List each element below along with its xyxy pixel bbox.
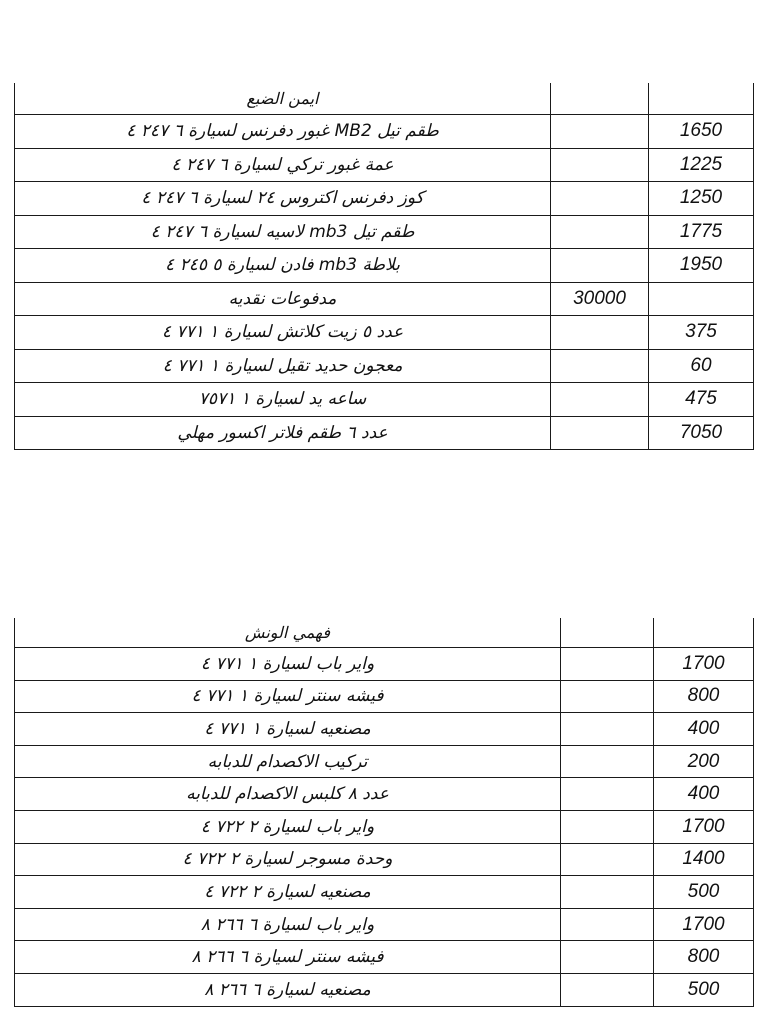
payment-cell xyxy=(561,941,654,974)
table-header-row xyxy=(15,618,754,648)
item-description: كوز دفرنس اكتروس ٢٤ لسيارة ٦ ٢٤٧ ٤ xyxy=(15,182,551,216)
header-empty-cell xyxy=(649,83,754,115)
table-row xyxy=(15,713,754,746)
payment-cell xyxy=(561,778,654,811)
table-row xyxy=(15,115,754,149)
table-header-name: فهمي الونش xyxy=(15,618,561,648)
payment-cell xyxy=(561,745,654,778)
table-row xyxy=(15,680,754,713)
table-row xyxy=(15,383,754,417)
table-row xyxy=(15,648,754,681)
amount-cell: 400 xyxy=(654,713,754,746)
table-row xyxy=(15,316,754,350)
amount-cell: 7050 xyxy=(649,416,754,450)
payment-cell xyxy=(551,316,649,350)
item-description: وحدة مسوجر لسيارة ٢ ٧٢٢ ٤ xyxy=(15,843,561,876)
amount-cell: 1700 xyxy=(654,810,754,843)
amount-cell: 200 xyxy=(654,745,754,778)
table-row xyxy=(15,349,754,383)
table-row xyxy=(15,908,754,941)
item-description: مصنعيه لسيارة ٦ ٢٦٦ ٨ xyxy=(15,973,561,1006)
payment-cell xyxy=(561,713,654,746)
table-row xyxy=(15,745,754,778)
table-header-row xyxy=(15,83,754,115)
amount-cell: 375 xyxy=(649,316,754,350)
item-description: واير باب لسيارة ٢ ٧٢٢ ٤ xyxy=(15,810,561,843)
payment-cell xyxy=(551,182,649,216)
amount-cell: 400 xyxy=(654,778,754,811)
amount-cell: 500 xyxy=(654,973,754,1006)
payment-cell xyxy=(561,843,654,876)
payment-cell xyxy=(561,810,654,843)
table-row xyxy=(15,810,754,843)
table-row xyxy=(15,148,754,182)
amount-cell: 1700 xyxy=(654,648,754,681)
item-description: طقم تيل mb3 لاسيه لسيارة ٦ ٢٤٧ ٤ xyxy=(15,215,551,249)
item-description: مصنعيه لسيارة ١ ٧٧١ ٤ xyxy=(15,713,561,746)
amount-cell: 60 xyxy=(649,349,754,383)
table-row xyxy=(15,876,754,909)
item-description: مدفوعات نقديه xyxy=(15,282,551,316)
amount-cell: 500 xyxy=(654,876,754,909)
amount-cell: 1250 xyxy=(649,182,754,216)
payment-cell xyxy=(561,908,654,941)
item-description: واير باب لسيارة ٦ ٢٦٦ ٨ xyxy=(15,908,561,941)
item-description: فيشه سنتر لسيارة ١ ٧٧١ ٤ xyxy=(15,680,561,713)
payment-cell xyxy=(561,973,654,1006)
table-row xyxy=(15,416,754,450)
item-description: ساعه يد لسيارة ١ ٧٥٧١ xyxy=(15,383,551,417)
ledger-table-ayman xyxy=(14,83,754,450)
item-description: عدد ٨ كلبس الاكصدام للدبابه xyxy=(15,778,561,811)
item-description: تركيب الاكصدام للدبابه xyxy=(15,745,561,778)
item-description: طقم تيل MB2 غبور دفرنس لسيارة ٦ ٢٤٧ ٤ xyxy=(15,115,551,149)
table-row xyxy=(15,182,754,216)
table-row xyxy=(15,282,754,316)
amount-cell: 1775 xyxy=(649,215,754,249)
payment-cell xyxy=(561,876,654,909)
table-row xyxy=(15,941,754,974)
payment-cell xyxy=(561,648,654,681)
item-description: مصنعيه لسيارة ٢ ٧٢٢ ٤ xyxy=(15,876,561,909)
amount-cell: 1400 xyxy=(654,843,754,876)
payment-cell xyxy=(551,115,649,149)
amount-cell xyxy=(649,282,754,316)
table-row xyxy=(15,249,754,283)
amount-cell: 800 xyxy=(654,941,754,974)
item-description: بلاطة mb3 فادن لسيارة ٥ ٢٤٥ ٤ xyxy=(15,249,551,283)
payment-cell xyxy=(551,383,649,417)
item-description: معجون حديد تقيل لسيارة ١ ٧٧١ ٤ xyxy=(15,349,551,383)
table-row xyxy=(15,973,754,1006)
amount-cell: 1950 xyxy=(649,249,754,283)
payment-cell: 30000 xyxy=(551,282,649,316)
payment-cell xyxy=(551,148,649,182)
ledger-table-fahmy xyxy=(14,618,754,1007)
item-description: عدد ٦ طقم فلاتر اكسور مهلي xyxy=(15,416,551,450)
amount-cell: 475 xyxy=(649,383,754,417)
header-empty-cell xyxy=(551,83,649,115)
payment-cell xyxy=(561,680,654,713)
payment-cell xyxy=(551,249,649,283)
item-description: واير باب لسيارة ١ ٧٧١ ٤ xyxy=(15,648,561,681)
payment-cell xyxy=(551,215,649,249)
table-header-name: ايمن الضبع xyxy=(15,83,551,115)
payment-cell xyxy=(551,349,649,383)
payment-cell xyxy=(551,416,649,450)
amount-cell: 1700 xyxy=(654,908,754,941)
header-empty-cell xyxy=(654,618,754,648)
item-description: عمة غبور تركي لسيارة ٦ ٢٤٧ ٤ xyxy=(15,148,551,182)
table-row xyxy=(15,778,754,811)
table-row xyxy=(15,843,754,876)
table-row xyxy=(15,215,754,249)
amount-cell: 1225 xyxy=(649,148,754,182)
amount-cell: 800 xyxy=(654,680,754,713)
item-description: عدد ٥ زيت كلاتش لسيارة ١ ٧٧١ ٤ xyxy=(15,316,551,350)
header-empty-cell xyxy=(561,618,654,648)
item-description: فيشه سنتر لسيارة ٦ ٢٦٦ ٨ xyxy=(15,941,561,974)
amount-cell: 1650 xyxy=(649,115,754,149)
